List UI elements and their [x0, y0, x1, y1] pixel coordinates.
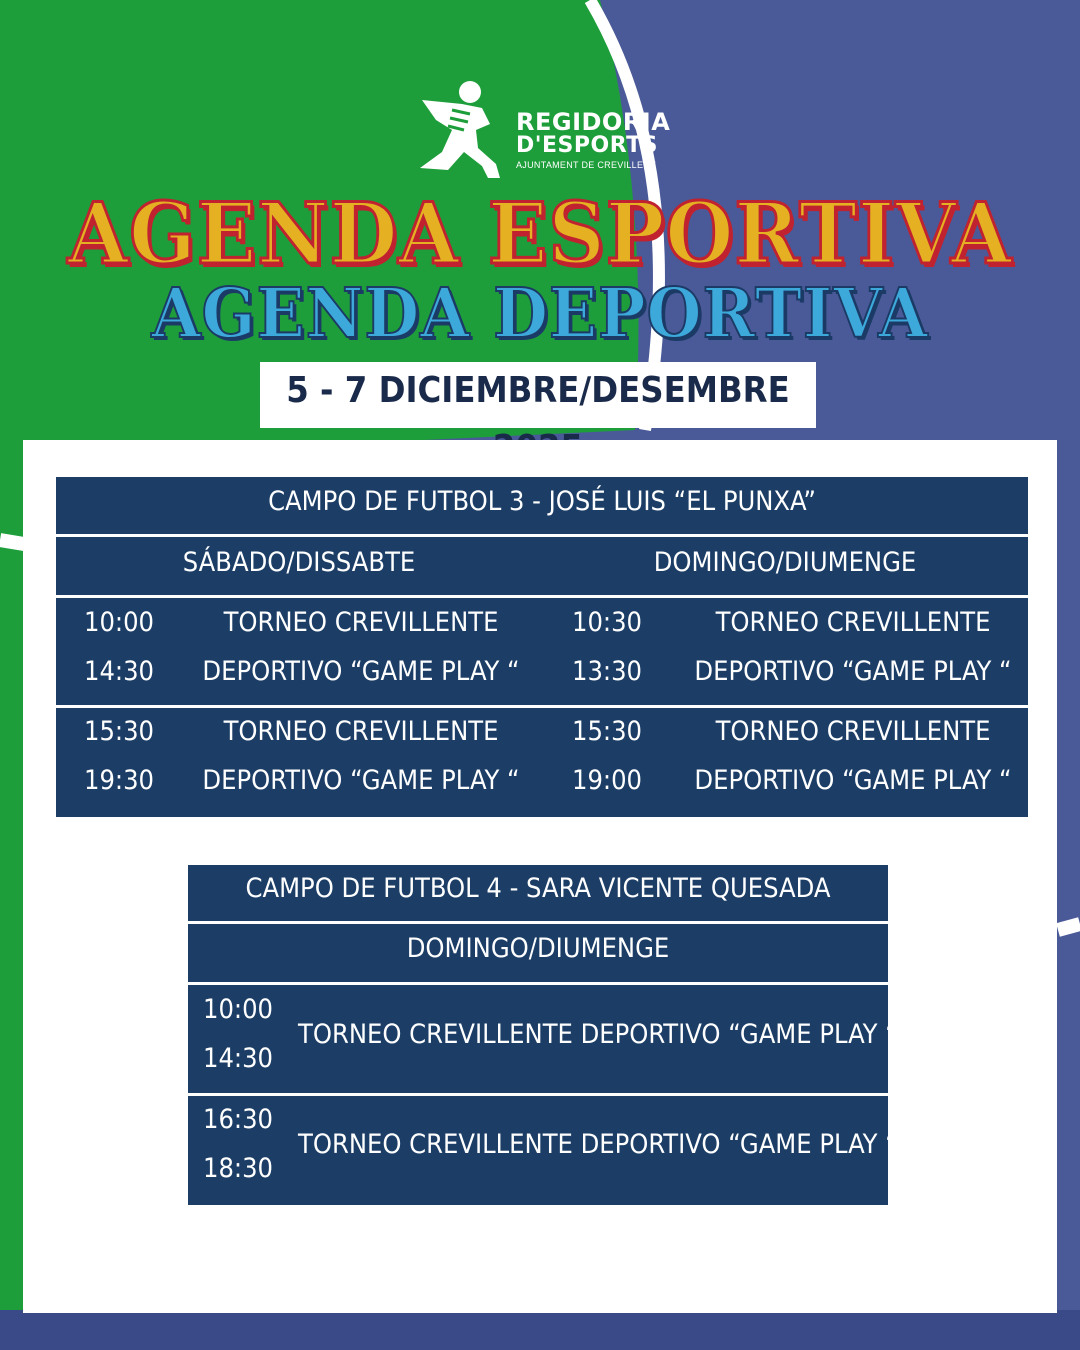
table-row: [188, 1096, 898, 1202]
divider: [56, 595, 1028, 598]
logo-line1: REGIDORIA: [516, 108, 671, 136]
time-end: 19:30: [84, 765, 154, 796]
time-end: 14:30: [203, 1043, 273, 1074]
date-banner: 5 - 7 DICIEMBRE/DESEMBRE: [260, 362, 816, 428]
event-line2: DEPORTIVO “GAME PLAY “: [202, 765, 520, 796]
time-end: 19:00: [572, 765, 642, 796]
event-line1: TORNEO CREVILLENTE: [223, 607, 499, 638]
divider: [56, 534, 1028, 537]
time-end: 13:30: [572, 656, 642, 687]
logo-subtitle: AJUNTAMENT DE CREVILLENT: [516, 160, 656, 170]
divider: [188, 982, 888, 985]
logo: [412, 78, 672, 182]
day-header-sunday: DOMINGO/DIUMENGE: [653, 547, 917, 578]
time-start: 16:30: [203, 1104, 273, 1135]
time-start: 10:00: [203, 994, 273, 1025]
event-name: TORNEO CREVILLENTE DEPORTIVO “GAME PLAY “: [298, 1019, 898, 1050]
table-title: CAMPO DE FUTBOL 3 - JOSÉ LUIS “EL PUNXA”: [268, 486, 816, 517]
time-start: 10:30: [572, 607, 642, 638]
table-campo-4: [188, 865, 898, 1205]
event-line2: DEPORTIVO “GAME PLAY “: [694, 765, 1012, 796]
table-row: [56, 708, 1028, 814]
title-spanish: AGENDA DEPORTIVA: [151, 274, 929, 354]
day-header-saturday: SÁBADO/DISSABTE: [182, 547, 416, 578]
table-row: [56, 599, 1028, 705]
title-catalan: AGENDA ESPORTIVA: [67, 184, 1013, 283]
runner-icon: [412, 78, 512, 182]
time-end: 18:30: [203, 1153, 273, 1184]
table-title: CAMPO DE FUTBOL 4 - SARA VICENTE QUESADA: [245, 873, 831, 904]
event-line1: TORNEO CREVILLENTE: [715, 716, 991, 747]
event-line2: DEPORTIVO “GAME PLAY “: [694, 656, 1012, 687]
event-name: TORNEO CREVILLENTE DEPORTIVO “GAME PLAY “: [298, 1129, 898, 1160]
divider: [188, 921, 888, 924]
event-line2: DEPORTIVO “GAME PLAY “: [202, 656, 520, 687]
time-end: 14:30: [84, 656, 154, 687]
time-start: 10:00: [84, 607, 154, 638]
event-line1: TORNEO CREVILLENTE: [223, 716, 499, 747]
time-start: 15:30: [572, 716, 642, 747]
table-campo-3: [56, 477, 1028, 817]
table-row: [188, 986, 898, 1092]
day-header-sunday: DOMINGO/DIUMENGE: [406, 933, 670, 964]
logo-line2: D'ESPORTS: [516, 133, 658, 158]
time-start: 15:30: [84, 716, 154, 747]
event-line1: TORNEO CREVILLENTE: [715, 607, 991, 638]
